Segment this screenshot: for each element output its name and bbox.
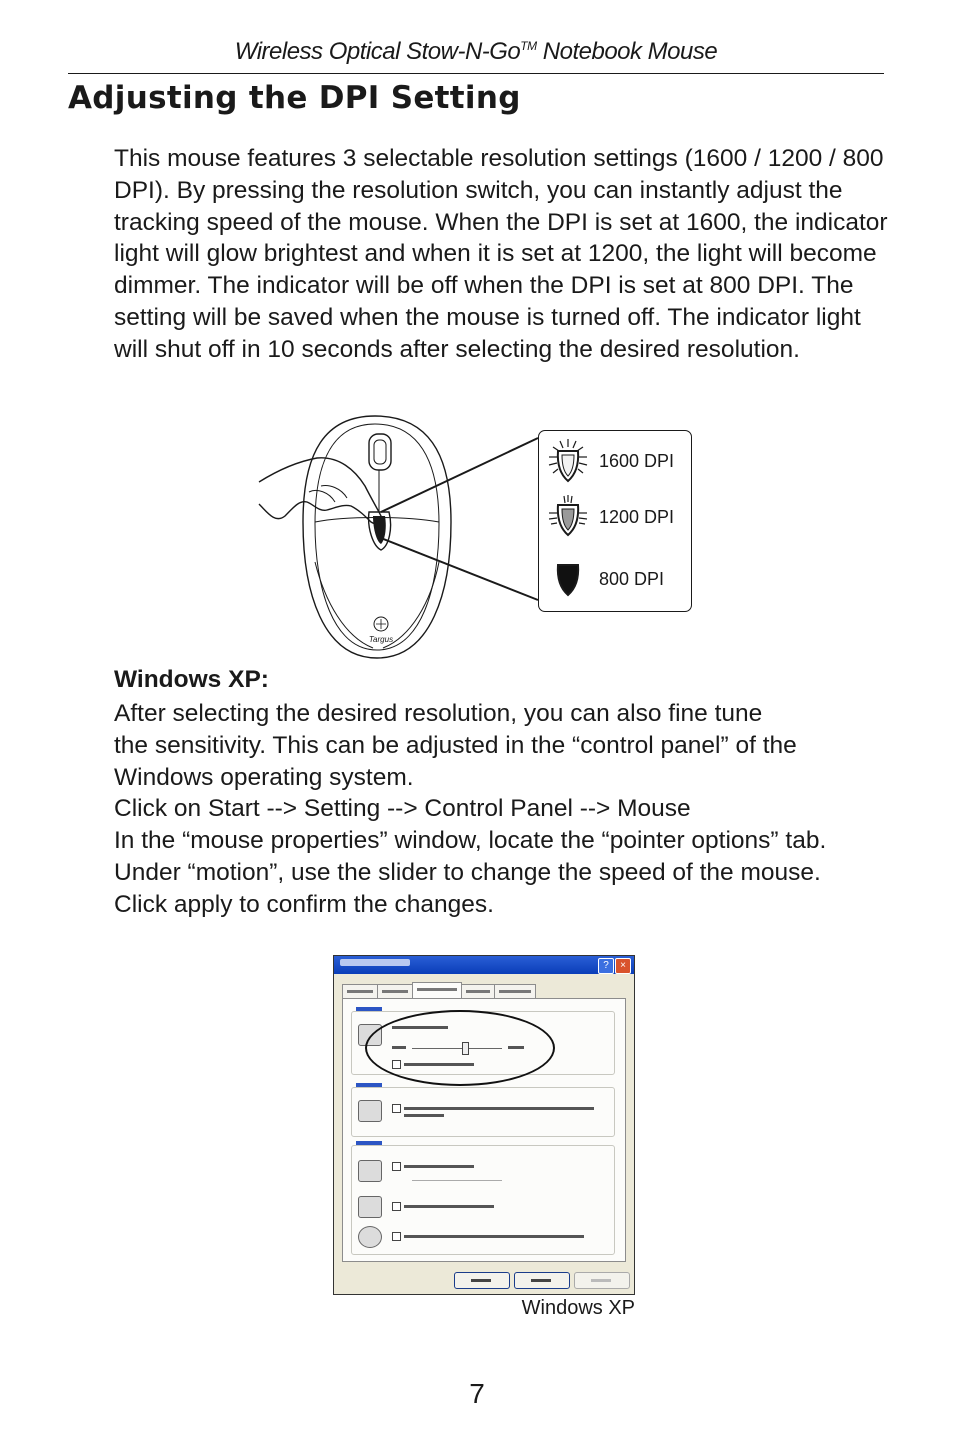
bright-light-icon [543,437,593,485]
mouse-brand-label: Targus [368,635,394,644]
pointer-line-top [381,438,538,512]
window-titlebar [334,956,634,974]
instruction-line: the sensitivity. This can be adjusted in the “control panel” of the [114,731,797,759]
ok-button [454,1272,510,1289]
trademark-mark: TM [520,39,537,53]
dpi-row-800 [539,555,693,605]
tab-buttons [342,984,378,998]
group-label [356,1007,382,1011]
scroll-wheel [369,434,391,470]
motion-highlight-ellipse [365,1010,555,1086]
dim-light-icon [543,493,593,541]
running-title: Wireless Optical Stow-N-Go [234,38,521,65]
instruction-line: Under “motion”, use the slider to change the speed of the mouse. [114,858,821,886]
pointer-line-bottom [381,538,538,600]
windows-xp-heading: Windows XP: [114,666,269,693]
section-title: Adjusting the DPI Setting [68,80,521,116]
cancel-button [514,1272,570,1289]
dpi-label-800: 800 DPI [599,569,665,589]
hide-pointer-icon [358,1196,382,1218]
trails-icon [358,1160,382,1182]
help-icon: ? [598,958,614,974]
apply-button [574,1272,630,1289]
ctrl-location-icon [358,1226,382,1248]
dpi-indicator-legend [538,430,692,612]
running-title-suffix: Notebook Mouse [536,38,718,65]
windows-xp-instructions [114,698,894,921]
tab-pointers [377,984,413,998]
screenshot-caption: Windows XP [521,1297,635,1319]
tab-wheel [461,984,495,998]
close-icon: × [615,958,631,974]
window-title-text [340,959,410,966]
running-header [68,38,884,66]
instruction-line: In the “mouse properties” window, locate the “pointer options” tab. [114,827,827,855]
mouse-properties-screenshot [333,955,635,1295]
dpi-row-1200 [539,493,693,543]
snap-to-icon [358,1100,382,1122]
page-number: 7 [469,1378,485,1409]
instruction-line: Windows operating system. [114,763,414,791]
dpi-row-1600 [539,437,693,487]
off-light-icon [543,555,593,603]
dpi-label-1200: 1200 DPI [599,507,675,527]
instruction-line: Click on Start --> Setting --> Control Panel --> Mouse [114,795,691,823]
dpi-label-1600: 1600 DPI [599,451,675,471]
tab-pointer-options [412,982,462,999]
header-rule [68,73,884,74]
instruction-line: Click apply to confirm the changes. [114,890,494,918]
visibility-group [351,1145,615,1255]
intro-paragraph: This mouse features 3 selectable resolution settings (1600 / 1200 / 800 DPI). By pressing the resolution switch, you can instantly adjust the tracking speed of the mouse. When the DPI is set at 1600, the indicator light will glow brightest and when it is set at 1200, the light will become dimmer. The indicator will be off when the DPI is set at 800 DPI. The setting will be saved when the mouse is turned off. The indicator light will shut off in 10 seconds after selecting the desired resolution. [114,145,888,363]
snap-to-group [351,1087,615,1137]
tab-hardware [494,984,536,998]
instruction-line: After selecting the desired resolution, you can also fine tune [114,700,763,727]
